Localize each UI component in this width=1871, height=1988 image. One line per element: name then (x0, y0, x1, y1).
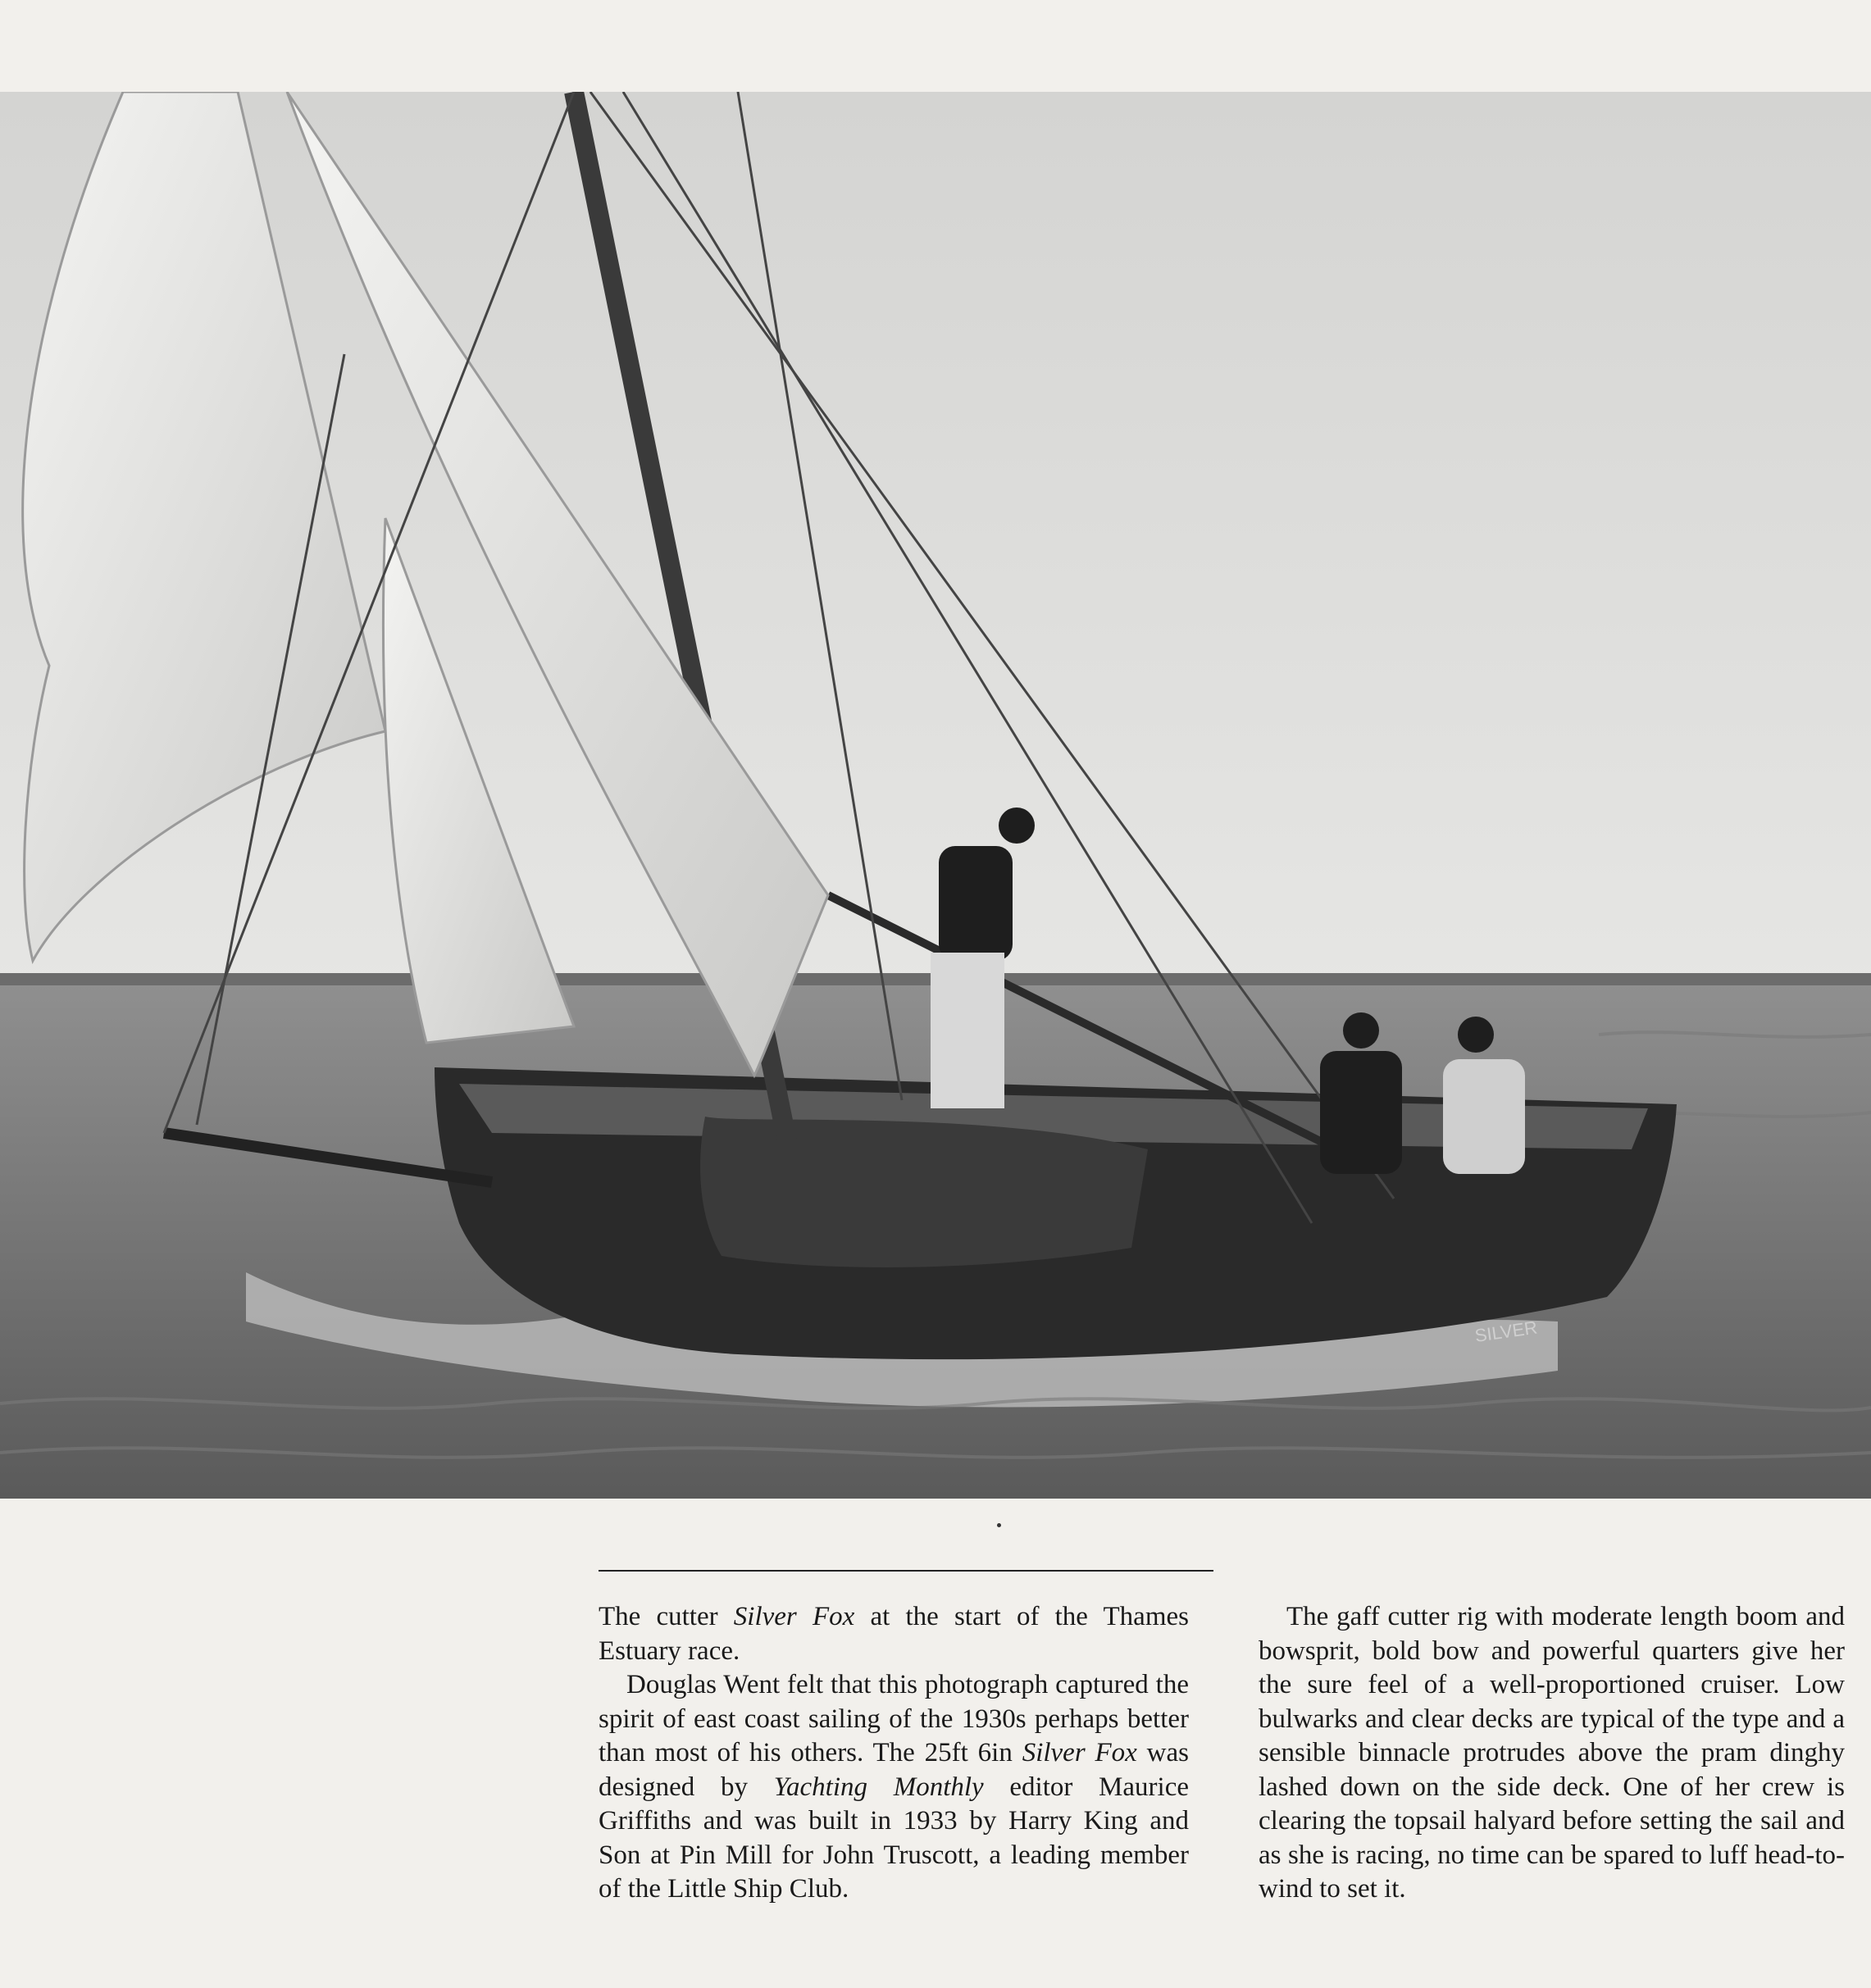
caption-paragraph-3: The gaff cutter rig with moderate length boom and bowsprit, bold bow and powerful quarters give her the sure feel of a well-proportioned cruiser. Low bulwarks and clear decks are typical of the type and a sensible binnacle protrudes above the pram dinghy lashed down on the side deck. One of her crew is clearing the topsail halyard before setting the sail and as she is racing, no time can be spared to luff head-to-wind to set it. (1259, 1602, 1845, 1904)
crew-head-1 (999, 807, 1035, 844)
caption-left-column (599, 1600, 1189, 1907)
hull-lettering: SILVER (1473, 1317, 1539, 1346)
pram-dinghy (700, 1117, 1148, 1267)
sailboat-photograph (0, 92, 1871, 1499)
crew-head-3 (1458, 1017, 1494, 1053)
crew-body-1 (939, 846, 1013, 961)
crew-body-2 (1320, 1051, 1402, 1174)
caption-right-column (1259, 1600, 1845, 1907)
crew-head-2 (1343, 1012, 1379, 1049)
caption-rule (599, 1570, 1213, 1572)
photo-illustration (0, 92, 1871, 1499)
crew-body-3 (1443, 1059, 1525, 1174)
crew-legs-1 (931, 953, 1004, 1108)
caption-paragraph-1: The cutter Silver Fox at the start of the Thames Estuary race. (599, 1602, 1189, 1666)
caption-paragraph-2: Douglas Went felt that this photograph captured the spirit of east coast sailing of the 1930s perhaps better than most of his others. The 25ft 6in Silver Fox was designed by Yachting Monthly editor Maurice Griffiths and was built in 1933 by Harry King and Son at Pin Mill for John Truscott, a leading member of the Little Ship Club. (599, 1670, 1189, 1904)
small-dot-mark (997, 1523, 1001, 1527)
